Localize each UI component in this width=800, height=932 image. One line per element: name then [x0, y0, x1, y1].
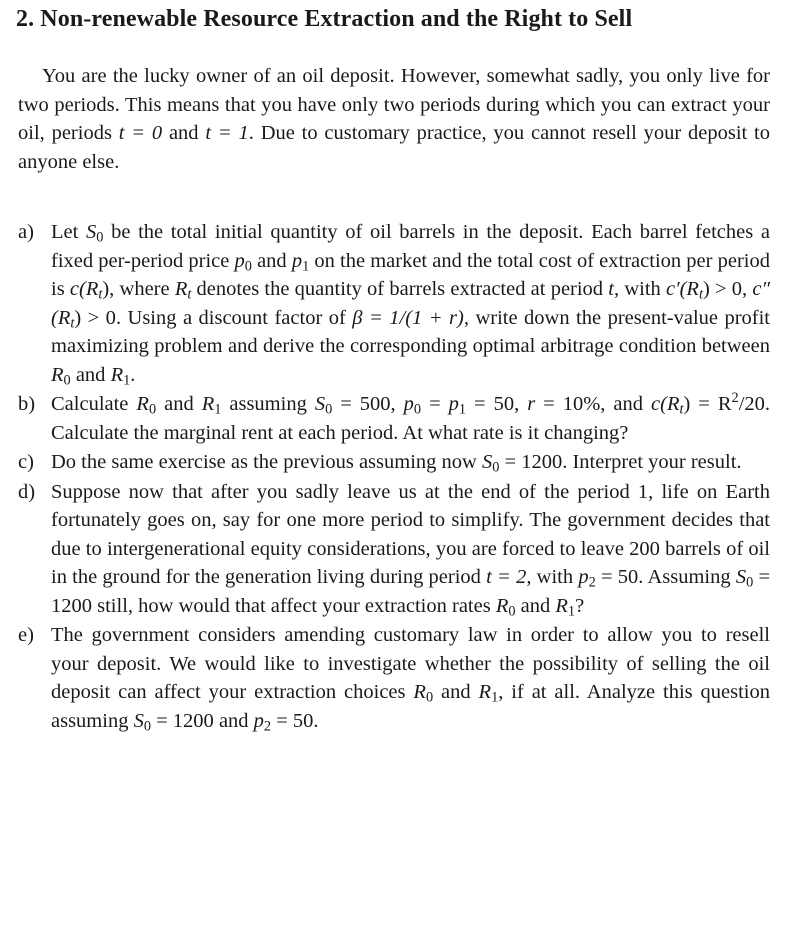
question-part-b [18, 390, 770, 447]
math-t1: t = 1 [205, 122, 249, 144]
part-label: a) [18, 221, 34, 243]
intro-text: . Due to customary practice, you cannot resell your deposit to anyone else. [18, 122, 770, 173]
part-text: Calculate $R_0$ and $R_1$ assuming $S_0 = 500$, $p_0 = p_1 = 50$, r = 10%, and $c(R_t) = R^2/20$. Calculate the marginal rent at each period. At what rate is it changing? [51, 390, 771, 444]
part-text: Let $S_0$ be the total initial quantity of oil barrels in the deposit. Each barrel fetches a fixed per-period price $p_0$ and $p_1$ on the market and the total cost of extraction per period is $c(R_t)$, where $R_t$ denotes the quantity of barrels extracted at period t, with $c'(R_t) > 0$, $c''(R_t) > 0$. Using a discount factor of β = 1/(1 + r), write down the present-value profit maximizing problem and derive the corresponding optimal arbitrage condition between $R_0$ and $R_1$. [51, 221, 770, 389]
intro-paragraph [18, 62, 770, 176]
intro-text: and [162, 122, 206, 144]
part-label: c) [18, 451, 34, 473]
question-part-d [18, 478, 770, 621]
question-part-c [18, 448, 770, 477]
intro-text: You are the lucky owner of an oil deposit. However, somewhat sadly, you only live for two periods. This means that you have only two periods during which you can extract your oil, periods [18, 65, 770, 144]
math-t0: t = 0 [118, 122, 163, 144]
part-label: b) [18, 393, 36, 415]
part-label: d) [18, 480, 36, 503]
part-text: Do the same exercise as the previous assuming now $S_0 = 1200$. Interpret your result. [51, 451, 742, 476]
question-part-a [18, 218, 770, 389]
part-text: The government considers amending customary law in order to allow you to resell your deposit. We would like to investigate whether the possibility of selling the oil deposit can affect your extraction choices $R_0$ and $R_1$, if at all. Analyze this question assuming $S_0 = 1200$ and $p_2 = 50$. [51, 624, 770, 735]
part-label: e) [18, 624, 34, 646]
question-parts-list [18, 218, 770, 736]
section-title: 2. Non-renewable Resource Extraction and the Right to Sell [16, 6, 633, 32]
part-text: Suppose now that after you sadly leave us at the end of the period 1, life on Earth fortunately goes on, say for one more period to simplify. The government decides that due to intergenerational equity considerations, you are forced to leave 200 barrels of oil in the ground for the generation living during period t = 2, with $p_2 = 50$. Assuming $S_0 = 1200$ still, how would that affect your extraction rates $R_0$ and $R_1$? [51, 480, 771, 620]
question-part-e [18, 621, 770, 735]
